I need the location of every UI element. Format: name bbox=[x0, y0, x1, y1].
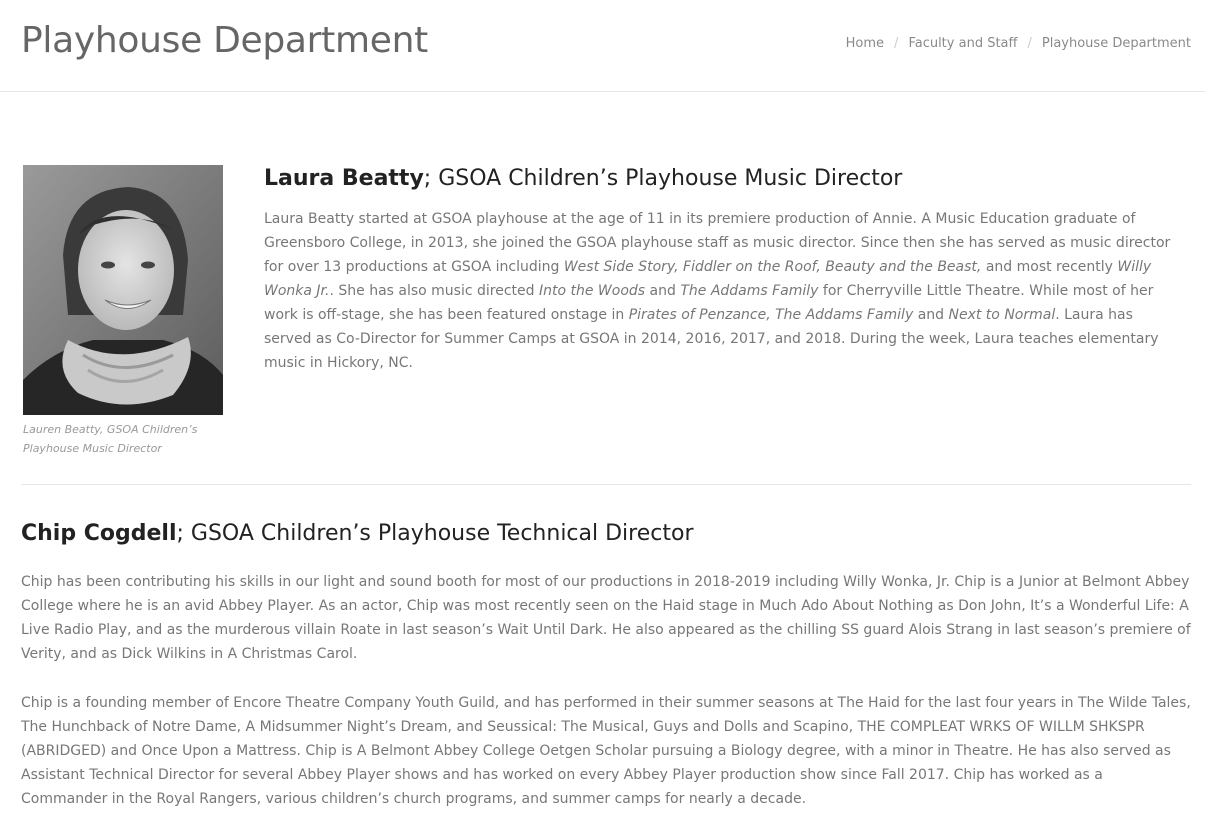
bio-text: and bbox=[645, 283, 681, 299]
profile-bio-paragraph: Chip is a founding member of Encore Theatre Company Youth Guild, and has performed in their summer seasons at The Haid for the last four years in The Wilde Tales, The Hunchback of Notre Dame, A Midsummer Night’s Dream, and Seussical: The Musical, Guys and Dolls and Scapino, THE COMPLEAT WRKS OF WILLM SHKSPR (ABRIDGED) and Once Upon a Mattress. Chip is A Belmont Abbey College Oetgen Scholar pursuing a Biology degree, with a minor in Theatre. He has also served as Assistant Technical Director for several Abbey Player shows and has worked on every Abbey Player production show since Fall 2017. Chip has worked as a Commander in the Royal Rangers, various children’s church programs, and summer camps for nearly a decade. bbox=[21, 695, 1191, 807]
profile-chip-cogdell bbox=[21, 520, 1191, 836]
bio-text: for Cherryville Little Theatre. While most of her work is off-stage, she has been featured onstage in bbox=[264, 283, 1154, 323]
breadcrumb-separator: / bbox=[894, 36, 899, 51]
portrait-image bbox=[23, 165, 223, 415]
profile-name: Chip Cogdell bbox=[21, 521, 177, 546]
bio-italic-title: West Side Story, Fiddler on the Roof, Beauty and the Beast, bbox=[563, 259, 982, 275]
photo-caption: Lauren Beatty, GSOA Children’s Playhouse Music Director bbox=[23, 423, 198, 455]
bio-italic-title: Into the Woods bbox=[538, 283, 646, 299]
breadcrumb-home[interactable]: Home bbox=[845, 36, 885, 51]
page-title-bar bbox=[0, 0, 1205, 92]
bio-text: and bbox=[913, 307, 949, 323]
bio-text: Laura Beatty started at GSOA playhouse at the age of 11 in its premiere production of Annie. A Music Education graduate of Greensboro College, in 2013, she joined the GSOA playhouse staff as music director. Since then she has served as music director for over 13 productions at GSOA including bbox=[264, 211, 1171, 275]
page-title: Playhouse Department bbox=[21, 20, 428, 61]
profile-photo bbox=[23, 165, 223, 415]
profile-name: Laura Beatty bbox=[264, 166, 424, 191]
profile-heading bbox=[264, 165, 1184, 193]
breadcrumb-faculty-and-staff[interactable]: Faculty and Staff bbox=[908, 36, 1018, 51]
bio-text: . Laura has served as Co-Director for Summer Camps at GSOA in 2014, 2016, 2017, and 2018. During the week, Laura teaches elementary music in Hickory, NC. bbox=[264, 307, 1159, 371]
bio-italic-title: Willy Wonka Jr. bbox=[264, 259, 1152, 299]
profile-role: ; GSOA Children’s Playhouse Music Director bbox=[423, 166, 903, 191]
bio-text: . She has also music directed bbox=[329, 283, 539, 299]
section-divider bbox=[21, 484, 1191, 485]
profile-heading bbox=[21, 520, 1191, 548]
profile-bio-paragraph: Chip has been contributing his skills in our light and sound booth for most of our productions in 2018-2019 including Willy Wonka, Jr. Chip is a Junior at Belmont Abbey College where he is an avid Abbey Player. As an actor, Chip was most recently seen on the Haid stage in Much Ado About Nothing as Don John, It’s a Wonderful Life: A Live Radio Play, and as the murderous villain Roate in last season’s Wait Until Dark. He also appeared as the chilling SS guard Alois Strang in last season’s premiere of Verity, and as Dick Wilkins in A Christmas Carol. bbox=[21, 574, 1191, 662]
breadcrumb bbox=[846, 36, 1191, 51]
profile-bio bbox=[264, 207, 1184, 375]
breadcrumb-current: Playhouse Department bbox=[1041, 36, 1191, 51]
profile-role: ; GSOA Children’s Playhouse Technical Director bbox=[176, 521, 694, 546]
bio-italic-title: Pirates of Penzance, The Addams Family bbox=[628, 307, 914, 323]
bio-italic-title: The Addams Family bbox=[680, 283, 819, 299]
bio-italic-title: Next to Normal bbox=[948, 307, 1056, 323]
bio-text: and most recently bbox=[981, 259, 1118, 275]
breadcrumb-separator: / bbox=[1027, 36, 1032, 51]
